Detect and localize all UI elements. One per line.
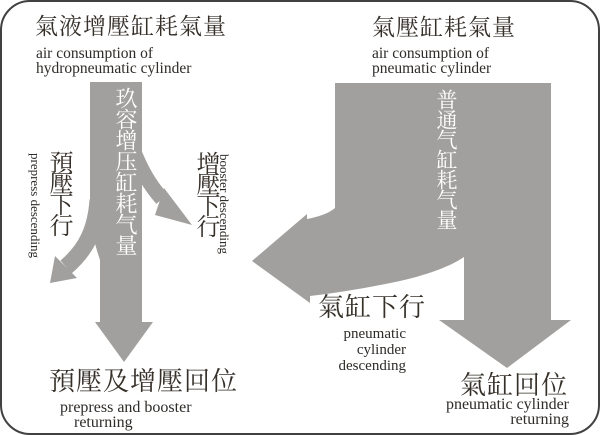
prepress-descending-en: prepress descending bbox=[28, 153, 43, 259]
hydropneumatic-title: 氣液增壓缸耗氣量 bbox=[35, 14, 227, 39]
prepress-booster-returning-en2: returning bbox=[74, 414, 133, 431]
cylinder-returning-en2: returning bbox=[510, 411, 569, 428]
booster-cylinder-consumption-label: 玖容增压缸耗气量 bbox=[113, 87, 138, 255]
pneumatic-main-arrow bbox=[252, 83, 571, 368]
prepress-booster-returning-cjk: 預壓及增壓回位 bbox=[49, 367, 239, 396]
cylinder-descending-cjk: 氣缸下行 bbox=[318, 293, 427, 322]
prepress-descending-cjk: 預壓下行 bbox=[45, 150, 71, 234]
pneumatic-subtitle-line1: air consumption of bbox=[372, 45, 490, 62]
hydropneumatic-subtitle-line2: hydropneumatic cylinder bbox=[36, 60, 192, 77]
pneumatic-subtitle-line2: pneumatic cylinder bbox=[372, 60, 492, 77]
ordinary-cylinder-consumption-label: 普通气缸耗气量 bbox=[434, 89, 458, 229]
cylinder-returning-en1: pneumatic cylinder bbox=[445, 396, 569, 413]
cylinder-descending-en1: pneumatic bbox=[343, 326, 406, 342]
cylinder-descending-en3: descending bbox=[338, 358, 406, 374]
cylinder-descending-en2: cylinder bbox=[356, 342, 406, 358]
hydropneumatic-subtitle-line1: air consumption of bbox=[36, 45, 154, 62]
cylinder-returning-cjk: 氣缸回位 bbox=[460, 371, 569, 400]
pneumatic-title: 氣壓缸耗氣量 bbox=[372, 15, 516, 40]
booster-descending-en: booster descending bbox=[217, 154, 232, 255]
booster-descending-cjk: 增壓下行 bbox=[192, 151, 218, 235]
prepress-booster-returning-en1: prepress and booster bbox=[60, 399, 192, 416]
